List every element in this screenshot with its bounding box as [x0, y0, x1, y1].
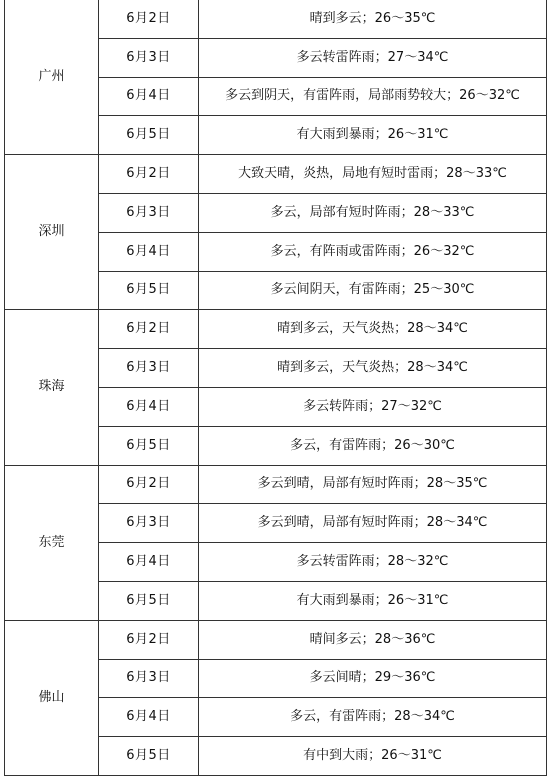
- weather-cell: 多云，局部有短时阵雨；28～33℃: [199, 193, 547, 232]
- weather-cell: 多云转阵雨；27～32℃: [199, 387, 547, 426]
- weather-cell: 多云间阴天，有雷阵雨；25～30℃: [199, 271, 547, 310]
- date-cell: 6月2日: [99, 0, 199, 38]
- weather-cell: 晴间多云；28～36℃: [199, 620, 547, 659]
- date-cell: 6月4日: [99, 543, 199, 582]
- date-cell: 6月3日: [99, 349, 199, 388]
- weather-cell: 晴到多云，天气炎热；28～34℃: [199, 310, 547, 349]
- city-cell: 佛山: [5, 620, 99, 775]
- city-cell: 珠海: [5, 310, 99, 465]
- date-cell: 6月4日: [99, 77, 199, 116]
- table-row: [5, 0, 547, 38]
- date-cell: 6月3日: [99, 193, 199, 232]
- date-cell: 6月5日: [99, 271, 199, 310]
- weather-cell: 多云，有雷阵雨；26～30℃: [199, 426, 547, 465]
- city-cell: 广州: [5, 0, 99, 155]
- date-cell: 6月5日: [99, 581, 199, 620]
- weather-cell: 多云转雷阵雨；28～32℃: [199, 543, 547, 582]
- forecast-table: [4, 0, 547, 776]
- forecast-table-body: [5, 0, 547, 775]
- date-cell: 6月5日: [99, 737, 199, 776]
- table-row: [5, 155, 547, 194]
- date-cell: 6月2日: [99, 465, 199, 504]
- weather-cell: 多云到晴，局部有短时阵雨；28～35℃: [199, 465, 547, 504]
- table-row: [5, 310, 547, 349]
- city-cell: 东莞: [5, 465, 99, 620]
- table-row: [5, 465, 547, 504]
- date-cell: 6月2日: [99, 310, 199, 349]
- date-cell: 6月2日: [99, 155, 199, 194]
- weather-cell: 多云，有雷阵雨；28～34℃: [199, 698, 547, 737]
- weather-cell: 晴到多云；26～35℃: [199, 0, 547, 38]
- weather-cell: 有中到大雨；26～31℃: [199, 737, 547, 776]
- weather-cell: 多云转雷阵雨；27～34℃: [199, 38, 547, 77]
- date-cell: 6月4日: [99, 387, 199, 426]
- city-cell: 深圳: [5, 155, 99, 310]
- weather-cell: 多云到晴，局部有短时阵雨；28～34℃: [199, 504, 547, 543]
- weather-cell: 多云到阴天，有雷阵雨，局部雨势较大；26～32℃: [199, 77, 547, 116]
- date-cell: 6月3日: [99, 38, 199, 77]
- weather-cell: 多云，有阵雨或雷阵雨；26～32℃: [199, 232, 547, 271]
- date-cell: 6月4日: [99, 698, 199, 737]
- date-cell: 6月5日: [99, 426, 199, 465]
- date-cell: 6月5日: [99, 116, 199, 155]
- weather-cell: 有大雨到暴雨；26～31℃: [199, 116, 547, 155]
- weather-cell: 大致天晴，炎热，局地有短时雷雨；28～33℃: [199, 155, 547, 194]
- date-cell: 6月2日: [99, 620, 199, 659]
- weather-cell: 晴到多云，天气炎热；28～34℃: [199, 349, 547, 388]
- date-cell: 6月4日: [99, 232, 199, 271]
- date-cell: 6月3日: [99, 659, 199, 698]
- weather-cell: 有大雨到暴雨；26～31℃: [199, 581, 547, 620]
- table-row: [5, 620, 547, 659]
- date-cell: 6月3日: [99, 504, 199, 543]
- weather-cell: 多云间晴；29～36℃: [199, 659, 547, 698]
